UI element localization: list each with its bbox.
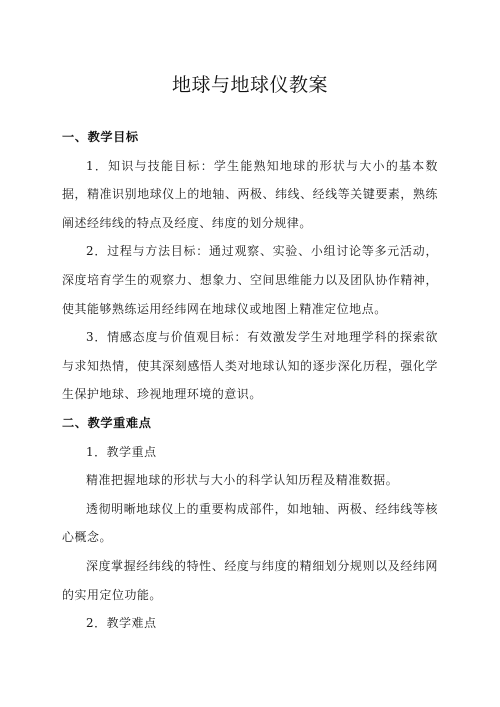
document-body xyxy=(62,123,438,638)
focus-paragraph-latitude-longitude: 深度掌握经纬线的特性、经度与纬度的精细划分规则以及经纬网的实用定位功能。 xyxy=(62,558,438,602)
subheading-teaching-difficulty: 2．教学难点 xyxy=(86,616,157,631)
section-heading-teaching-goals: 一、教学目标 xyxy=(62,130,139,144)
document-title: 地球与地球仪教案 xyxy=(171,74,328,96)
goal-process-methods: 2．过程与方法目标：通过观察、实验、小组讨论等多元活动，深度培育学生的观察力、想象力、空间思维能力以及团队协作精神，使其能够熟练运用经纬网在地球仪或地图上精准定位地点。 xyxy=(62,244,438,316)
goal-emotion-values: 3．情感态度与价值观目标：有效激发学生对地理学科的探索欲与求知热情，使其深刻感悟人类对地球认知的逐步深化历程，强化学生保护地球、珍视地理环境的意识。 xyxy=(62,330,438,402)
focus-paragraph-shape-size: 精准把握地球的形状与大小的科学认知历程及精准数据。 xyxy=(86,473,399,488)
section-heading-key-points: 二、教学重难点 xyxy=(62,415,152,430)
goal-knowledge-skills: 1．知识与技能目标：学生能熟知地球的形状与大小的基本数据，精准识别地球仪上的地轴、两极、纬线、经线等关键要素，熟练阐述经纬线的特点及经度、纬度的划分规律。 xyxy=(62,158,438,230)
focus-paragraph-globe-parts: 透彻明晰地球仪上的重要构成部件，如地轴、两极、经纬线等核心概念。 xyxy=(62,501,438,545)
subheading-teaching-focus: 1．教学重点 xyxy=(86,444,157,459)
